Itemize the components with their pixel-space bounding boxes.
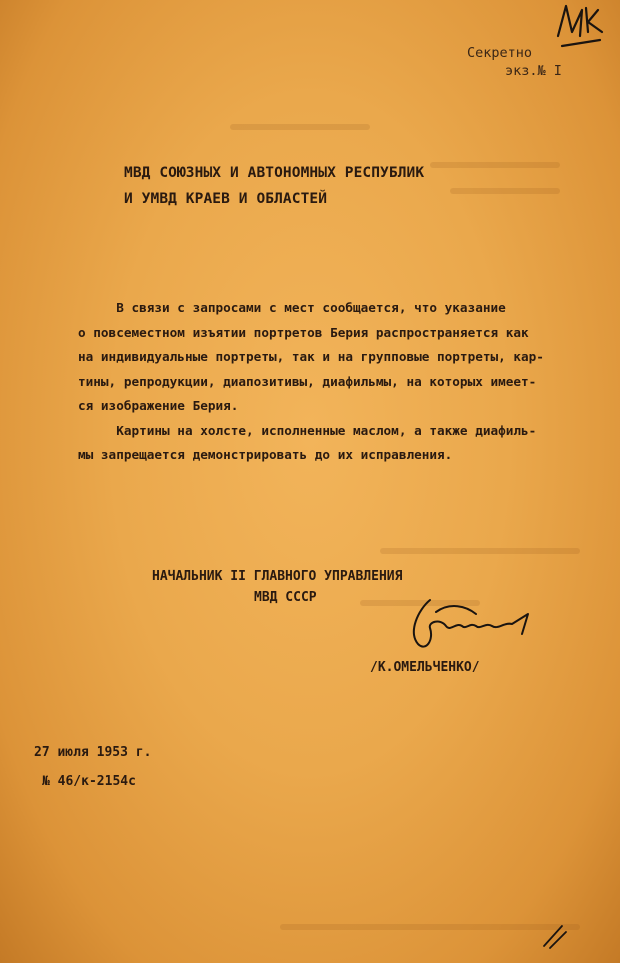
body-line: о повсеместном изъятии портретов Берия распространяется как — [78, 324, 529, 340]
body-line: мы запрещается демонстрировать до их исправления. — [78, 447, 453, 462]
document-number: № 46/к-2154с — [42, 774, 136, 789]
addressee-line-1: МВД СОЮЗНЫХ И АВТОНОМНЫХ РЕСПУБЛИК — [124, 165, 425, 181]
body-line: Картины на холсте, исполненные маслом, а также диафиль- — [78, 422, 537, 438]
classification-stamp — [467, 44, 562, 80]
signature-title-block — [152, 566, 402, 608]
copy-number: экз.№ I — [505, 63, 562, 79]
addressee-block — [124, 160, 424, 212]
body-line: тины, репродукции, диапозитивы, диафильмы, на которых имеет- — [78, 373, 537, 389]
secret-label: Секретно — [467, 45, 533, 61]
document-date: 27 июля 1953 г. — [34, 745, 152, 760]
ghost-line — [380, 548, 580, 554]
signer-title-line-2: МВД СССР — [254, 590, 317, 605]
signer-title-line-1: НАЧАЛЬНИК II ГЛАВНОГО УПРАВЛЕНИЯ — [152, 569, 403, 584]
handwritten-signature — [400, 592, 550, 662]
addressee-line-2: И УМВД КРАЕВ И ОБЛАСТЕЙ — [124, 191, 328, 207]
ghost-line — [280, 924, 580, 930]
body-line: В связи с запросами с мест сообщается, что указание — [78, 300, 506, 315]
body-text — [78, 296, 608, 468]
signer-name: /К.ОМЕЛЬЧЕНКО/ — [370, 660, 480, 675]
ghost-line — [430, 162, 560, 168]
body-line: ся изображение Берия. — [78, 398, 239, 413]
ghost-line — [450, 188, 560, 194]
handwritten-initials-mark — [552, 2, 608, 48]
body-line: на индивидуальные портреты, так и на групповые портреты, кар- — [78, 349, 544, 364]
corner-ink-mark — [540, 920, 570, 950]
ghost-line — [230, 124, 370, 130]
date-block — [34, 738, 151, 796]
